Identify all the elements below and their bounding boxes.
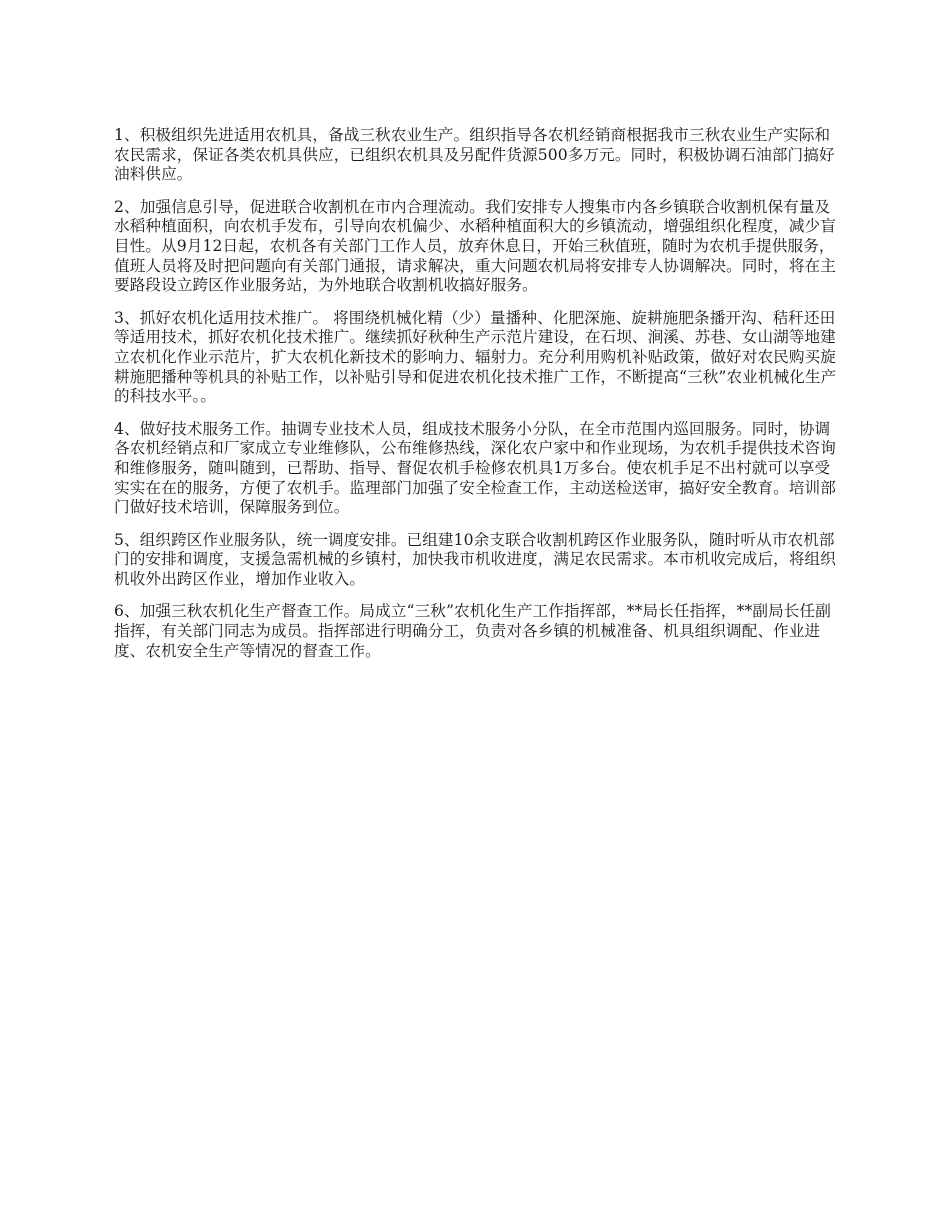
paragraph-5: 5、组织跨区作业服务队，统一调度安排。已组建10余支联合收割机跨区作业服务队，随时听从市农机部门的安排和调度，支援急需机械的乡镇村，加快我市机收进度，满足农民需求。本市机收完成后，将组织机收外出跨区作业，增加作业收入。 <box>114 530 836 588</box>
paragraph-1: 1、积极组织先进适用农机具，备战三秋农业生产。组织指导各农机经销商根据我市三秋农业生产实际和农民需求，保证各类农机具供应，已组织农机具及另配件货源500多万元。同时，积极协调石油部门搞好油料供应。 <box>114 126 835 184</box>
paragraph-4: 4、做好技术服务工作。抽调专业技术人员，组成技术服务小分队，在全市范围内巡回服务。同时，协调各农机经销点和厂家成立专业维修队，公布维修热线，深化农户家中和作业现场，为农机手提供技术咨询和维修服务，随叫随到，已帮助、指导、督促农机手检修农机具1万多台。使农机手足不出村就可以享受实实在在的服务，方便了农机手。监理部门加强了安全检查工作，主动送检送审，搞好安全教育。培训部门做好技术培训，保障服务到位。 <box>114 419 836 517</box>
document-body <box>114 126 840 674</box>
paragraph-3: 3、抓好农机化适用技术推广。 将围绕机械化精（少）量播种、化肥深施、旋耕施肥条播开沟、秸秆还田等适用技术，抓好农机化技术推广。继续抓好秋种生产示范片建设，在石坝、涧溪、苏巷、女山湖等地建立农机化作业示范片，扩大农机化新技术的影响力、辐射力。充分利用购机补贴政策，做好对农民购买旋耕施肥播种等机具的补贴工作，以补贴引导和促进农机化技术推广工作，不断提高“三秋”农业机械化生产的科技水平。。 <box>114 308 837 406</box>
paragraph-6: 6、加强三秋农机化生产督查工作。局成立“三秋”农机化生产工作指挥部，**局长任指挥，**副局长任副指挥，有关部门同志为成员。指挥部进行明确分工，负责对各乡镇的机械准备、机具组织调配、作业进度、农机安全生产等情况的督查工作。 <box>114 602 831 660</box>
paragraph-2: 2、加强信息引导，促进联合收割机在市内合理流动。我们安排专人搜集市内各乡镇联合收割机保有量及水稻种植面积，向农机手发布，引导向农机偏少、水稻种植面积大的乡镇流动，增强组织化程度，减少盲目性。从9月12日起，农机各有关部门工作人员，放弃休息日，开始三秋值班，随时为农机手提供服务，值班人员将及时把问题向有关部门通报，请求解决，重大问题农机局将安排专人协调解决。同时，将在主要路段设立跨区作业服务站，为外地联合收割机收搞好服务。 <box>114 197 836 295</box>
